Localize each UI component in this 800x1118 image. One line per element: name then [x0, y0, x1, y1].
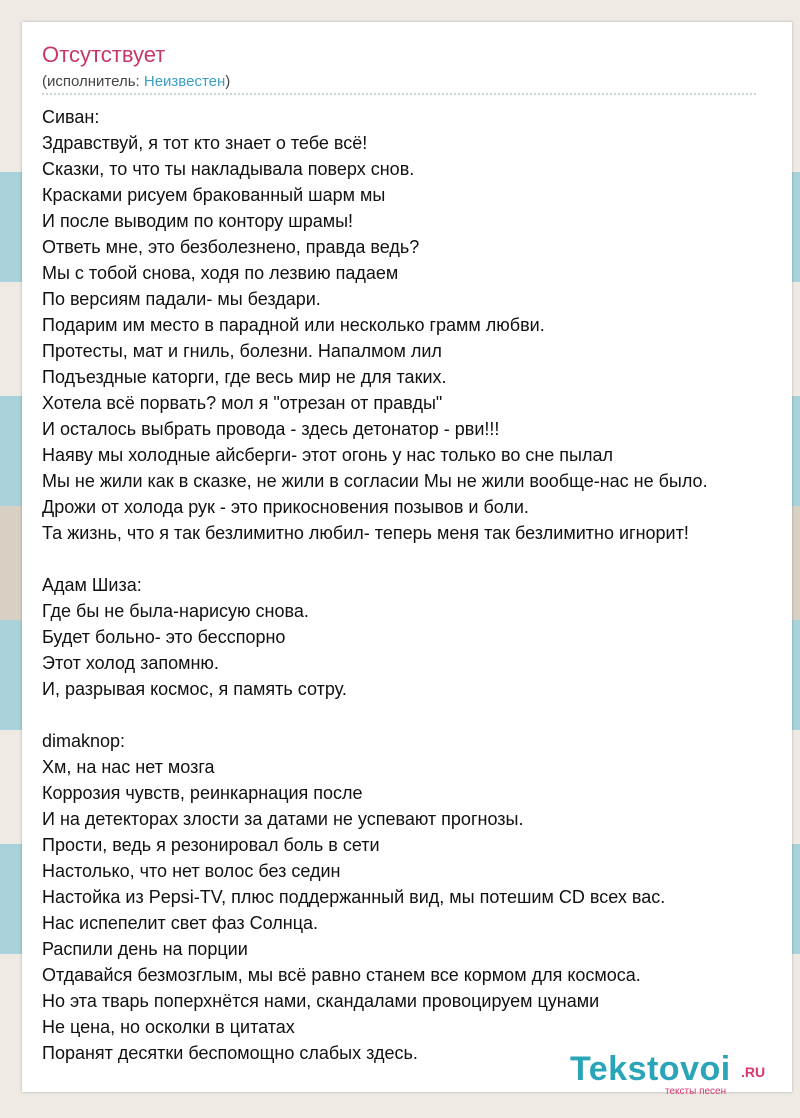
- dotted-divider: [42, 93, 756, 95]
- lyric-line: Поранят десятки беспомощно слабых здесь.: [42, 1043, 418, 1063]
- lyric-line: Хотела всё порвать? мол я "отрезан от правды": [42, 393, 443, 413]
- lyric-line: Хм, на нас нет мозга: [42, 757, 215, 777]
- lyric-line: И после выводим по контору шрамы!: [42, 211, 354, 231]
- lyric-line: Распили день на порции: [42, 939, 248, 959]
- lyrics-text: [42, 104, 792, 1066]
- song-title: Отсутствует: [42, 42, 166, 67]
- lyric-line: dimaknop:: [42, 731, 126, 751]
- stanza-break: [42, 702, 792, 728]
- lyrics-card: [22, 22, 792, 1092]
- logo-tagline: тексты песен: [665, 1086, 727, 1097]
- lyric-line: Дрожи от холода рук - это прикосновения позывов и боли.: [42, 497, 529, 517]
- lyric-line: Коррозия чувств, реинкарнация после: [42, 783, 363, 803]
- lyric-line: Та жизнь, что я так безлимитно любил- теперь меня так безлимитно игнорит!: [42, 523, 689, 543]
- lyric-line: Не цена, но осколки в цитатах: [42, 1017, 295, 1037]
- lyric-line: Сказки, то что ты накладывала поверх снов.: [42, 159, 415, 179]
- lyric-line: Наяву мы холодные айсберги- этот огонь у нас только во сне пылал: [42, 445, 613, 465]
- lyric-line: Адам Шиза:: [42, 575, 142, 595]
- lyric-line: Красками рисуем бракованный шарм мы: [42, 185, 386, 205]
- site-logo[interactable]: [570, 1050, 780, 1100]
- lyric-line: И на детекторах злости за датами не успевают прогнозы.: [42, 809, 524, 829]
- lyric-line: Но эта тварь поперхнётся нами, скандалами провоцируем цунами: [42, 991, 600, 1011]
- artist-link[interactable]: Неизвестен: [143, 73, 226, 90]
- lyric-line: Сиван:: [42, 107, 100, 127]
- artist-suffix: ): [225, 73, 231, 90]
- artist-line: [42, 73, 230, 90]
- lyric-line: Ответь мне, это безболезнено, правда ведь?: [42, 237, 420, 257]
- lyric-line: И, разрывая космос, я память сотру.: [42, 679, 347, 699]
- lyric-line: Здравствуй, я тот кто знает о тебе всё!: [42, 133, 368, 153]
- lyric-line: Настолько, что нет волос без седин: [42, 861, 341, 881]
- lyric-line: Прости, ведь я резонировал боль в сети: [42, 835, 380, 855]
- logo-tld: .RU: [741, 1064, 766, 1080]
- lyric-line: Где бы не была-нарисую снова.: [42, 601, 309, 621]
- lyric-line: И осталось выбрать провода - здесь детонатор - рви!!!: [42, 419, 500, 439]
- artist-prefix: (исполнитель:: [42, 73, 144, 90]
- lyric-line: Подъездные каторги, где весь мир не для таких.: [42, 367, 447, 387]
- lyric-line: По версиям падали- мы бездари.: [42, 289, 321, 309]
- lyric-line: Мы с тобой снова, ходя по лезвию падаем: [42, 263, 399, 283]
- lyric-line: Мы не жили как в сказке, не жили в согласии Мы не жили вообще-нас не было.: [42, 471, 708, 491]
- lyric-line: Нас испепелит свет фаз Солнца.: [42, 913, 319, 933]
- lyric-line: Протесты, мат и гниль, болезни. Напалмом лил: [42, 341, 442, 361]
- lyric-line: Настойка из Pepsi-TV, плюс поддержанный вид, мы потешим CD всех вас.: [42, 887, 666, 907]
- lyric-line: Будет больно- это бесспорно: [42, 627, 286, 647]
- logo-wordmark: Tekstovoi: [570, 1050, 731, 1088]
- lyric-line: Этот холод запомню.: [42, 653, 219, 673]
- lyric-line: Отдавайся безмозглым, мы всё равно станем все кормом для космоса.: [42, 965, 641, 985]
- lyric-line: Подарим им место в парадной или несколько грамм любви.: [42, 315, 545, 335]
- stanza-break: [42, 546, 792, 572]
